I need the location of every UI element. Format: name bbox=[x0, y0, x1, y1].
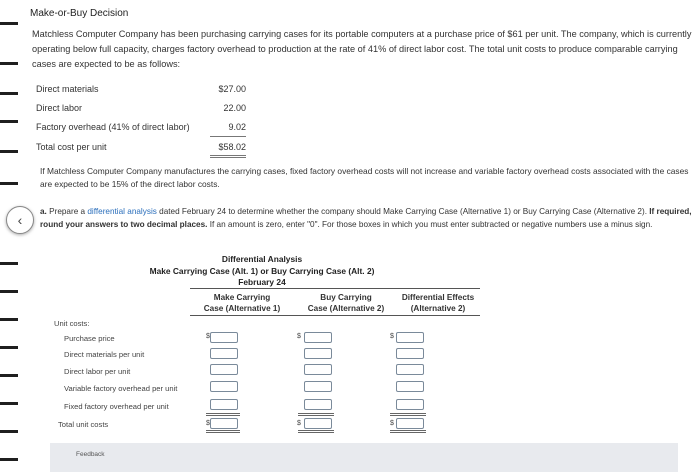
rail-tick bbox=[0, 262, 18, 265]
problem-card bbox=[22, 0, 700, 472]
total-double-rule bbox=[206, 430, 240, 433]
make-variable-overhead-input[interactable] bbox=[210, 381, 238, 392]
buy-purchase-price-input[interactable] bbox=[304, 332, 332, 343]
row-label: Fixed factory overhead per unit bbox=[64, 402, 169, 411]
dollar-sign: $ bbox=[390, 420, 394, 427]
cost-label: Direct labor bbox=[36, 103, 83, 113]
rail-tick bbox=[0, 374, 18, 377]
diff-direct-materials-input[interactable] bbox=[396, 348, 424, 359]
diff-total-input[interactable] bbox=[396, 418, 424, 429]
prompt-text: dated February 24 to determine whether the company should Make Carrying Case (Alternative 1) or Buy Carrying Case (Alternative 2). bbox=[159, 207, 647, 216]
rail-tick bbox=[0, 318, 18, 321]
cost-label: Direct materials bbox=[36, 84, 99, 94]
make-purchase-price-input[interactable] bbox=[210, 332, 238, 343]
previous-button[interactable] bbox=[6, 206, 34, 234]
analysis-heading bbox=[82, 254, 442, 289]
analysis-title: Differential Analysis bbox=[221, 254, 303, 264]
question-prompt bbox=[40, 206, 695, 231]
total-double-rule bbox=[298, 430, 334, 433]
cost-label: Factory overhead (41% of direct labor) bbox=[36, 122, 190, 132]
diff-purchase-price-input[interactable] bbox=[396, 332, 424, 343]
feedback-label: Feedback bbox=[76, 451, 105, 458]
make-total-input[interactable] bbox=[210, 418, 238, 429]
analysis-subtitle: Make Carrying Case (Alt. 1) or Buy Carrying Case (Alt. 2) bbox=[149, 265, 375, 276]
diff-direct-labor-input[interactable] bbox=[396, 364, 424, 375]
total-rule bbox=[390, 413, 426, 416]
cost-value: $27.00 bbox=[218, 84, 246, 94]
cost-row-total bbox=[36, 142, 246, 156]
total-double-rule bbox=[390, 430, 426, 433]
dollar-sign: $ bbox=[297, 420, 301, 427]
buy-direct-labor-input[interactable] bbox=[304, 364, 332, 375]
col-head-line: Case (Alternative 2) bbox=[307, 304, 385, 313]
section-label: Unit costs: bbox=[54, 319, 90, 328]
col-head-line: Differential Effects bbox=[401, 293, 475, 302]
left-rail bbox=[0, 0, 22, 472]
col-head-line: Make Carrying bbox=[213, 293, 271, 302]
cost-row bbox=[36, 84, 246, 98]
row-label: Variable factory overhead per unit bbox=[64, 384, 178, 393]
col-head-line: (Alternative 2) bbox=[410, 304, 466, 313]
chevron-left-icon: ‹ bbox=[17, 212, 23, 228]
rail-tick bbox=[0, 22, 18, 25]
differential-analysis-link[interactable]: differential analysis bbox=[87, 207, 157, 216]
rail-tick bbox=[0, 290, 18, 293]
cost-label: Total cost per unit bbox=[36, 142, 107, 152]
buy-variable-overhead-input[interactable] bbox=[304, 381, 332, 392]
row-label: Direct materials per unit bbox=[64, 350, 145, 359]
cost-row bbox=[36, 103, 246, 117]
row-label: Purchase price bbox=[64, 334, 115, 343]
header-rule bbox=[190, 288, 480, 289]
make-fixed-overhead-input[interactable] bbox=[210, 399, 238, 410]
buy-total-input[interactable] bbox=[304, 418, 332, 429]
feedback-bar[interactable] bbox=[50, 443, 678, 472]
dollar-sign: $ bbox=[206, 333, 210, 340]
total-rule bbox=[298, 413, 334, 416]
assumption-note: If Matchless Computer Company manufactures the carrying cases, fixed factory overhead costs will not increase and variable factory overhead costs associated with the cases are expected to be 15% of the direct labor costs. bbox=[40, 166, 689, 189]
column-rule bbox=[190, 315, 480, 316]
rail-tick bbox=[0, 92, 18, 95]
cost-value: 22.00 bbox=[223, 103, 246, 113]
col-head-line: Case (Alternative 1) bbox=[203, 304, 281, 313]
cost-value: $58.02 bbox=[218, 142, 246, 152]
dollar-sign: $ bbox=[390, 333, 394, 340]
diff-fixed-overhead-input[interactable] bbox=[396, 399, 424, 410]
analysis-date: February 24 bbox=[238, 277, 286, 287]
buy-fixed-overhead-input[interactable] bbox=[304, 399, 332, 410]
part-label: a. bbox=[40, 207, 47, 216]
col-head-line: Buy Carrying bbox=[320, 293, 372, 302]
total-double-rule bbox=[210, 155, 246, 158]
col-head-diff bbox=[390, 292, 486, 314]
make-direct-labor-input[interactable] bbox=[210, 364, 238, 375]
prompt-text: Prepare a bbox=[49, 207, 86, 216]
buy-direct-materials-input[interactable] bbox=[304, 348, 332, 359]
rail-tick bbox=[0, 430, 18, 433]
rounding-instruction: If required, round your answers to two decimal places. bbox=[40, 207, 692, 229]
cost-row bbox=[36, 122, 246, 136]
dollar-sign: $ bbox=[206, 420, 210, 427]
diff-variable-overhead-input[interactable] bbox=[396, 381, 424, 392]
rail-tick bbox=[0, 62, 18, 65]
dollar-sign: $ bbox=[297, 333, 301, 340]
rail-tick bbox=[0, 182, 18, 185]
rail-tick bbox=[0, 150, 18, 153]
rail-tick bbox=[0, 346, 18, 349]
row-label: Direct labor per unit bbox=[64, 367, 131, 376]
total-row-label: Total unit costs bbox=[58, 420, 109, 429]
prompt-text: If an amount is zero, enter "0". For those boxes in which you must enter subtracted or negative numbers use a minus sign. bbox=[209, 219, 653, 229]
rail-tick bbox=[0, 402, 18, 405]
rail-tick bbox=[0, 120, 18, 123]
page-title: Make-or-Buy Decision bbox=[30, 8, 129, 19]
total-rule bbox=[206, 413, 240, 416]
col-head-make bbox=[188, 292, 296, 314]
col-head-buy bbox=[298, 292, 394, 314]
problem-intro: Matchless Computer Company has been purchasing carrying cases for its portable computers at a purchase price of $61 per unit. The company, which is currently operating below full capacity, charges factory overhead to production at the rate of 41% of direct labor cost. The total unit costs to produce comparable carrying cases are expected to be as follows: bbox=[32, 29, 692, 69]
cost-value: 9.02 bbox=[228, 122, 246, 132]
make-direct-materials-input[interactable] bbox=[210, 348, 238, 359]
subtotal-rule bbox=[210, 136, 246, 137]
rail-tick bbox=[0, 458, 18, 461]
